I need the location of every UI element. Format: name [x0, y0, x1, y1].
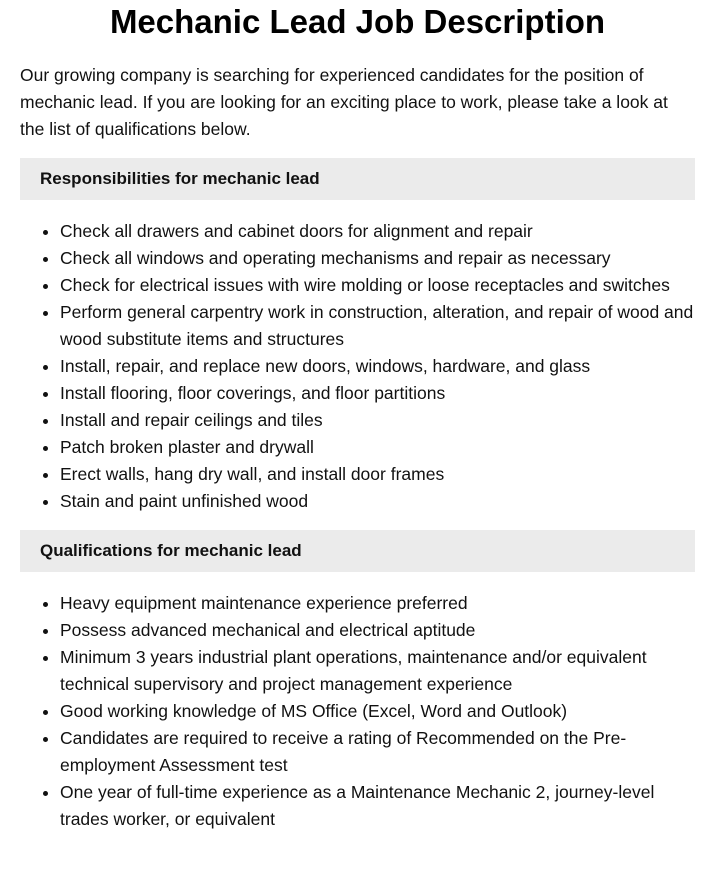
list-item: • Candidates are required to receive a rating of Recommended on the Pre-employment Assessment test	[60, 725, 695, 779]
list-item: • Install flooring, floor coverings, and floor partitions	[60, 380, 695, 407]
list-item: • Install and repair ceilings and tiles	[60, 407, 695, 434]
list-item: • Install, repair, and replace new doors, windows, hardware, and glass	[60, 353, 695, 380]
intro-paragraph: Our growing company is searching for experienced candidates for the position of mechanic lead. If you are looking for an exciting place to work, please take a look at the list of qualifications below.	[20, 65, 668, 139]
list-item: • Patch broken plaster and drywall	[60, 434, 695, 461]
page-title: Mechanic Lead Job Description	[109, 3, 606, 40]
list-item: • Check all drawers and cabinet doors for alignment and repair	[60, 218, 695, 245]
list-item: • Stain and paint unfinished wood	[60, 488, 695, 515]
section-header-responsibilities: Responsibilities for mechanic lead	[20, 158, 695, 200]
section-header-qualifications: Qualifications for mechanic lead	[20, 530, 695, 572]
list-item: • Erect walls, hang dry wall, and install door frames	[60, 461, 695, 488]
list-item: • Good working knowledge of MS Office (Excel, Word and Outlook)	[60, 698, 695, 725]
list-item: • Minimum 3 years industrial plant operations, maintenance and/or equivalent technical supervisory and project management experience	[60, 644, 695, 698]
list-item: • Check all windows and operating mechanisms and repair as necessary	[60, 245, 695, 272]
list-item: • Possess advanced mechanical and electrical aptitude	[60, 617, 695, 644]
list-item: • Heavy equipment maintenance experience preferred	[60, 590, 695, 617]
list-item: • Check for electrical issues with wire molding or loose receptacles and switches	[60, 272, 695, 299]
list-item: • One year of full-time experience as a Maintenance Mechanic 2, journey-level trades worker, or equivalent	[60, 779, 695, 833]
qualifications-list	[20, 590, 695, 833]
list-item: • Perform general carpentry work in construction, alteration, and repair of wood and wood substitute items and structures	[60, 299, 695, 353]
responsibilities-list	[20, 218, 695, 515]
